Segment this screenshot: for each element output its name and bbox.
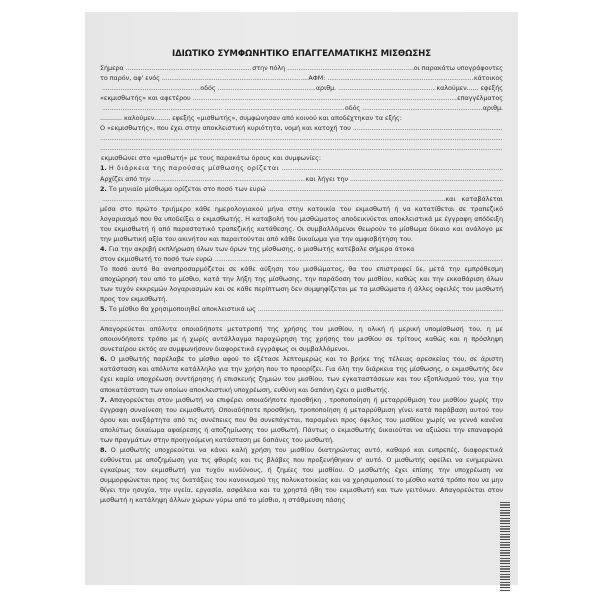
blank-start-date[interactable] (151, 174, 306, 184)
blank-lessor-number[interactable] (336, 83, 436, 93)
blank-use-line-2[interactable] (100, 314, 503, 324)
intro-terms: εκμισθώνει στο «μισθωτή» με τους παρακάτω όρους και συμφωνίες: (101, 154, 321, 163)
header-line-7: Ο «εκμισθωτής», που έχει στην αποκλειστική κυριότητα, νομή και κατοχή του ..... (100, 123, 503, 133)
blank-deposit-amount[interactable] (212, 254, 503, 264)
header-line-3: ..... οδός ..... αριθμ. ..... καλούμεν...... εφεξής (100, 83, 503, 93)
header-line-5: ..... ..... οδός ..... αριθμ. (100, 103, 503, 113)
blank-lessee-profession[interactable] (100, 103, 222, 113)
blank-end-date[interactable] (348, 174, 503, 184)
blank-lessor-street[interactable] (216, 83, 316, 93)
clause-6: 6. Ο μισθωτής παρέλαβε το μίσθιο αφού το εξέτασε λεπτομερώς και το βρήκε της τέλειας αρεσκείας του, σε άριστη κατάσταση και απόλυτα κατάλληλο για την χρήση που το προορίζει. Για όλη την διάρκεια της μίσθωσης, ο εκμισθωτής δεν έχει καμία υποχρέωση συντήρησης ή επισκευής ζημιών του μισθίου, των εγκαταστάσεων και του εξοπλισμού του, για την αποκατάσταση των οποίων αποκλειστική υποχρέωση, ευθύνη και δαπάνη έχει ο μισθωτής. (100, 355, 503, 394)
barcode (500, 502, 510, 592)
header-line-2: το παρόν, αφ' ενός ..... ΑΦΜ: ..... κάτοικος (100, 73, 503, 83)
blank-date[interactable] (124, 63, 252, 73)
blank-duration[interactable] (279, 163, 503, 173)
blank-property-description[interactable] (351, 123, 503, 133)
document-page (85, 12, 518, 585)
clause-5-body: Απαγορεύεται απόλυτα οποιαδήποτε μετατροπή της χρήσης του μισθίου, η ολική ή μερική υπομίσθωσή του, η με οποιονδήποτε τρόπο με ή χωρίς αντάλλαγμα παραχώρηση της χρήσης του μισθίου σε τρίτους καθώς και η πρόσληψη συνεταίρου εκτός αν συμφωνήσουν διαφορετικά εγγράφως οι συμβαλλόμενοι. (100, 325, 503, 354)
clause-1-dates: Αρχίζει από την ..... και λήγει την ..... (100, 174, 503, 184)
blank-lessor-residence[interactable] (100, 83, 200, 93)
header-line-4: «εκμισθωτής» και αφετέρου ..... επαγγέλματος (100, 93, 503, 103)
clause-8: 8. Ο μισθωτής υποχρεούται να κάνει καλή χρήση του μισθίου διατηρώντας αυτό, καθαρό και ευπρεπές, διαφορετικά ευθύνεται με αποζημίωση για τις φθορές και τις βλάβες που προξενήθηκαν σ' αυτό. Ο μισθωτής οφείλει να ενημερώνει εγκαίρως τον εκμισθωτή για τυχόν κινδύνους, ή ζημίες του μισθίου. Ο μισθωτής έχει επίσης την υποχρέωση να συμμορφώνεται προς τις διατάξεις του κανονισμού της πολυκατοικίας και να χρησιμοποιεί το μίσθιο κατά τρόπο που να μην θίγει την ησυχία, την υγεία, εργασία, ασφάλεια και τα χρηστά ήθη του εκμισθωτή και των γειτόνων. Απαγορεύεται στον μισθωτή η κατάληψη άλλων χώρων γύρω από το μίσθιο, η στάθμευση πάσης (100, 445, 503, 505)
clause-2-body: μέσα στο πρώτο τριήμερο κάθε ημερολογιακού μήνα στην κατοικία του εκμισθωτή ή να κατατίθεται σε τραπεζικό λογαριασμό που θα υποδείξει ο εκμισθωτής. Η καταβολή του μισθώματος αποδεικνύεται αποκλειστικά με έγγραφη απόδειξη του εκμισθωτή ή από παραστατικό τραπεζικής κατάθεσης. Οι συμβαλλόμενοι θεωρούν το μίσθωμα δίκαιο και ανάλογο με την μισθωτική αξία του ακινήτου και παραιτούνται από κάθε δικαίωμα για την αμφισβήτηση του. (100, 204, 503, 243)
blank-lessee-street[interactable] (360, 103, 482, 113)
document-content (100, 49, 503, 505)
clause-1: 1. Η διάρκεια της παρούσας μίσθωσης ορίζεται ..... (100, 163, 503, 173)
blank-property-line-2[interactable] (100, 143, 503, 153)
blank-property-line-1[interactable] (100, 133, 503, 143)
clause-2: 2. Το μηνιαίο μίσθωμα ορίζεται στο ποσό των ευρώ ..... (100, 184, 503, 194)
blank-lessee-name[interactable] (191, 93, 457, 103)
blank-lessor-afm[interactable] (325, 73, 473, 83)
clause-4-amount: στον εκμισθωτή το ποσό των ευρώ ..... (100, 254, 503, 264)
header-line-1: Σήμερα ..... στην πόλη ..... οι παρακάτω υπογράφοντες (100, 63, 503, 73)
clause-4: 4. Για την ακριβή εκπλήρωση όλων των όρων της μίσθωσης, ο μισθωτής κατέβαλε σήμερα άτοκα (100, 244, 415, 253)
clause-2-amount-words: ..... και καταβάλεται (100, 194, 503, 204)
blank-rent-amount[interactable] (266, 184, 503, 194)
blank-city[interactable] (285, 63, 413, 73)
clause-4-body: Το ποσό αυτό θα αναπροσαρμόζεται σε κάθε αύξηση του μισθώματος, θα του επιστραφεί δε, μετά την εμπρόθεσμη αποχώρησή του από το μίσθιο, κατά την λήξη της μίσθωσης, την παράδοση του μισθίου, καθώς και την εκκαθάριση όλων των τυχόν εκκρεμών λογαριασμών και σε κάθε περίπτωση δεν συμψηφίζεται με τα μισθώματα ή άλλες οφειλές του μισθωτή προς τον εκμισθωτή. (100, 264, 503, 304)
document-title: ΙΔΙΩΤΙΚΟ ΣΥΜΦΩΝΗΤΙΚΟ ΕΠΑΓΓΕΛΜΑΤΙΚΗΣ ΜΙΣΘΩΣΗΣ (172, 49, 431, 59)
blank-rent-amount-words[interactable] (100, 194, 445, 204)
blank-lessee-residence[interactable] (222, 103, 344, 113)
clause-5: 5. Το μίσθιο θα χρησιμοποιηθεί αποκλειστικά ως ..... (100, 304, 503, 314)
blank-lessor-name[interactable] (160, 73, 308, 83)
header-line-6: ........... καλούμεν........ εφεξής «μισθωτής», συμφώνησαν από κοινού και αποδέχτηκαν τα εξής: (100, 114, 402, 123)
blank-use[interactable] (256, 304, 503, 314)
clause-7: 7. Απαγορεύεται στον μισθωτή να επιφέρει οποιαδήποτε προσθήκη , τροποποίηση ή μεταρρύθμιση του μισθίου χωρίς την έγγραφη συναίνεση του εκμισθωτή. Οποιαδήποτε προσθήκη, τροποποίηση ή μεταρρύθμιση γίνει κατά παράβαση αυτού του όρου και ανεξάρτητα από τις συνέπειες που θα συνεπάγεται, παραμένει προς όφελος του μισθίου χωρίς να γεννά κανένα απολύτως δικαίωμα αφαίρεσης ή αποζημίωσης του μισθωτή. Πάντως ο εκμισθωτής δικαιούται να αξιώσει την επαναφορά των πραγμάτων στην προηγούμενη κατάσταση με δαπάνες του μισθωτή. (100, 395, 503, 444)
